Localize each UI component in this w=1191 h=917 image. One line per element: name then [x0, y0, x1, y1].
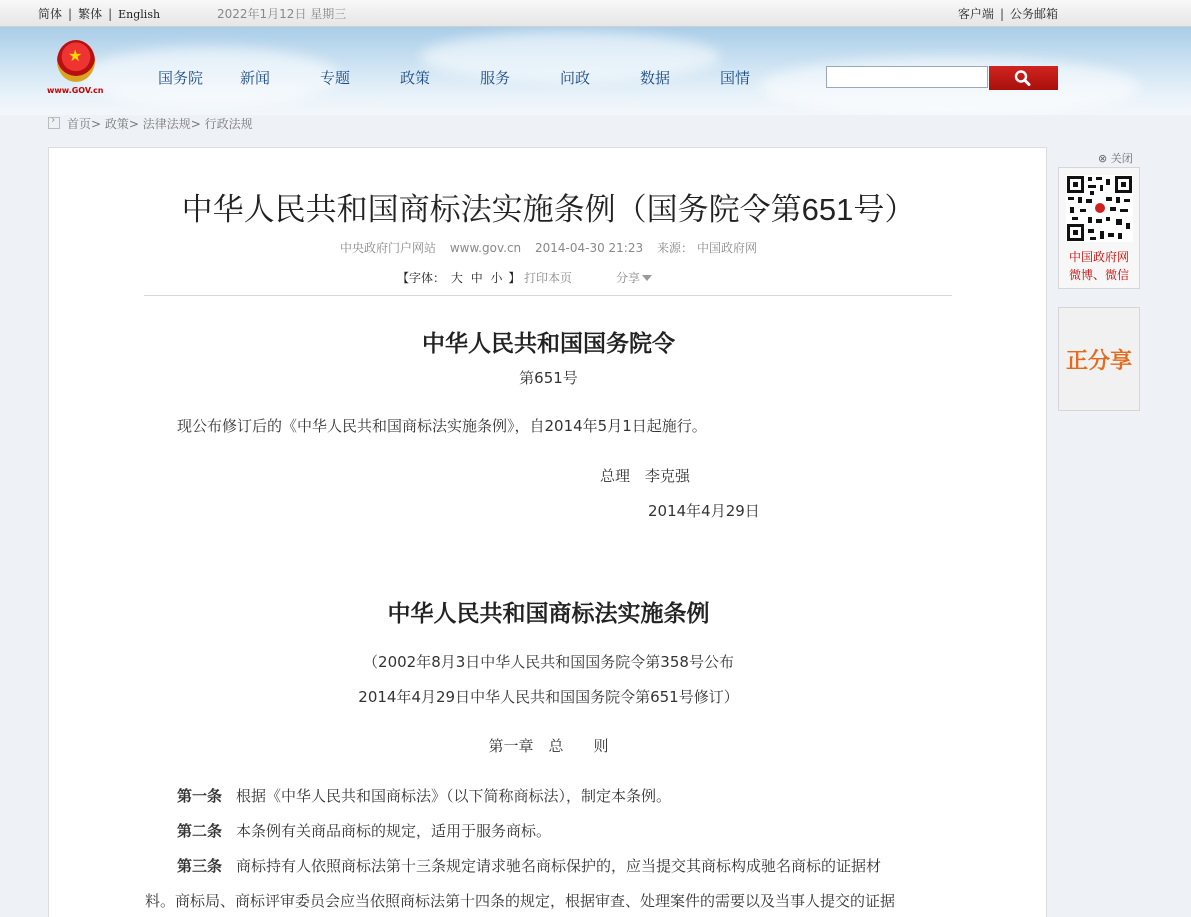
breadcrumb-separator: >	[190, 117, 205, 131]
regulation-note-2: 2014年4月29日中华人民共和国国务院令第651号修订）	[358, 688, 739, 706]
decree-number: 第651号	[519, 369, 578, 387]
decree-title: 中华人民共和国国务院令	[422, 330, 675, 357]
qr-caption	[1059, 248, 1139, 284]
regulation-note-1: （2002年8月3日中华人民共和国国务院令第358号公布	[363, 653, 734, 671]
nav-item-state-council[interactable]: 国务院	[158, 69, 204, 87]
clause-label: 第二条	[177, 822, 223, 840]
mail-link[interactable]: 公务邮箱	[1009, 7, 1058, 21]
search-button[interactable]	[989, 66, 1058, 90]
nav-item-policy[interactable]: 政策	[400, 69, 431, 87]
meta-source-value: 中国政府网	[696, 241, 757, 255]
font-medium-button[interactable]: 中	[470, 271, 483, 285]
share-button[interactable]	[616, 269, 652, 286]
meta-source	[657, 241, 757, 255]
chapter-heading: 第一章 总 则	[488, 737, 609, 755]
language-switcher	[38, 5, 160, 22]
print-link[interactable]: 打印本页	[524, 271, 573, 285]
decree-text: 现公布修订后的《中华人民共和国商标法实施条例》，自2014年5月1日起施行。	[177, 417, 707, 435]
article-title: 中华人民共和国商标法实施条例（国务院令第651号）	[181, 192, 916, 227]
top-bar	[0, 0, 1191, 27]
qr-caption-line-2: 微博、微信	[1068, 268, 1129, 282]
clause-text: 商标持有人依照商标法第十三条规定请求驰名商标保护的，应当提交其商标构成驰名商标的证据材	[236, 857, 882, 875]
breadcrumb-separator: >	[128, 117, 143, 131]
font-large-button[interactable]: 大	[450, 271, 463, 285]
meta-datetime: 2014-04-30 21:23	[534, 241, 644, 255]
separator: |	[999, 7, 1004, 21]
nav-item-national-info[interactable]: 国情	[720, 69, 751, 87]
article-clause	[177, 820, 551, 841]
sidebar-close-button[interactable]	[1098, 150, 1133, 166]
article-panel	[48, 147, 1047, 917]
search-input[interactable]	[826, 66, 988, 88]
breadcrumb-home[interactable]: 首页	[67, 117, 92, 131]
share-widget[interactable]	[1058, 307, 1140, 411]
client-link[interactable]: 客户端	[957, 7, 994, 21]
qr-code-panel	[1058, 167, 1140, 289]
breadcrumb-separator: >	[91, 117, 105, 131]
breadcrumb-laws[interactable]: 法律法规	[142, 117, 191, 131]
font-small-button[interactable]: 小	[490, 271, 503, 285]
nav-item-data[interactable]: 数据	[640, 69, 671, 87]
current-date: 2022年1月12日 星期三	[217, 7, 347, 21]
lang-traditional-link[interactable]: 繁体	[78, 7, 103, 21]
font-size-close: 】	[508, 271, 521, 285]
font-size-label: 【字体：	[397, 271, 446, 285]
breadcrumb-icon	[48, 117, 60, 129]
breadcrumb-policy[interactable]: 政策	[104, 117, 129, 131]
clause-label: 第一条	[177, 787, 223, 805]
nav-item-topics[interactable]: 专题	[320, 69, 351, 87]
meta-site: 中央政府门户网站	[340, 241, 437, 255]
site-logo[interactable]	[47, 40, 105, 102]
search-icon	[1014, 70, 1032, 86]
article-clause	[177, 855, 881, 876]
lang-simplified-link[interactable]: 简体	[38, 7, 63, 21]
breadcrumb	[48, 115, 253, 132]
clause-label: 第三条	[177, 857, 223, 875]
site-header	[0, 27, 1191, 115]
meta-url: www.gov.cn	[449, 241, 522, 255]
clause-text: 本条例有关商品商标的规定，适用于服务商标。	[236, 822, 552, 840]
logo-text: www.GOV.cn	[47, 86, 104, 95]
decree-date: 2014年4月29日	[648, 502, 760, 520]
close-icon: ⊗	[1098, 152, 1108, 165]
nav-item-services[interactable]: 服务	[480, 69, 511, 87]
regulation-title: 中华人民共和国商标法实施条例	[387, 600, 710, 627]
national-emblem-icon	[57, 40, 95, 82]
nav-item-news[interactable]: 新闻	[240, 69, 271, 87]
close-label: 关闭	[1110, 152, 1133, 165]
separator: |	[68, 7, 73, 21]
chevron-down-icon	[642, 275, 652, 281]
cloud-decoration	[80, 47, 340, 107]
share-label: 分享	[616, 271, 641, 285]
breadcrumb-admin-regulations[interactable]: 行政法规	[204, 117, 253, 131]
clause-continuation: 料。商标局、商标评审委员会应当依照商标法第十四条的规定，根据审查、处理案件的需要以及当事人提交的证据	[145, 892, 896, 910]
meta-source-label: 来源：	[656, 241, 693, 255]
separator: |	[108, 7, 113, 21]
decree-signer: 总理 李克强	[600, 467, 691, 485]
clause-text: 根据《中华人民共和国商标法》（以下简称商标法），制定本条例。	[236, 787, 672, 805]
qr-code-icon	[1066, 175, 1133, 242]
font-size-control	[397, 269, 520, 286]
nav-item-inquiry[interactable]: 问政	[560, 69, 591, 87]
article-clause	[177, 785, 671, 806]
divider	[144, 295, 952, 296]
top-links	[958, 5, 1058, 22]
qr-caption-line-1: 中国政府网	[1068, 250, 1129, 264]
share-widget-label: 正分享	[1065, 349, 1132, 374]
lang-english-link[interactable]: English	[118, 8, 161, 21]
article-meta	[49, 239, 1048, 256]
